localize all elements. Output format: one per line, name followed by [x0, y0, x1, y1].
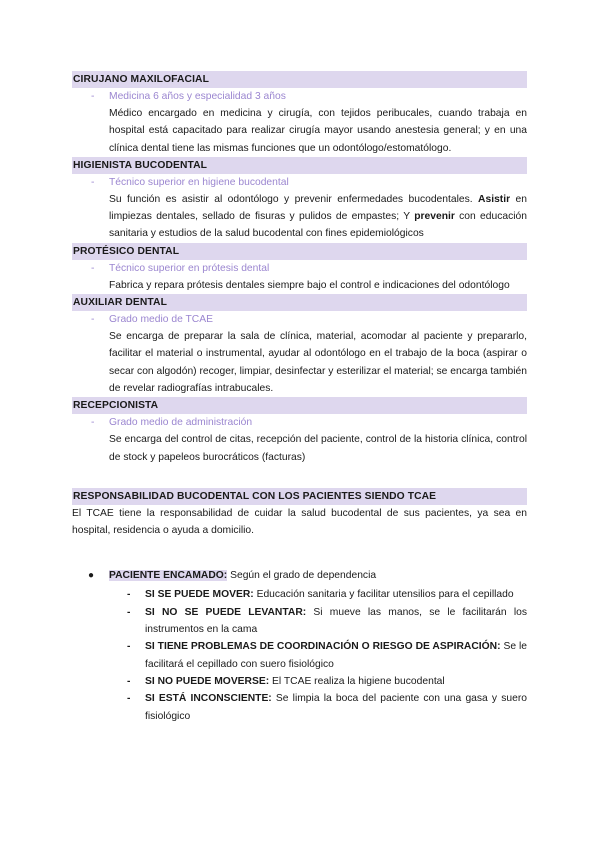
list-item: - SI ESTÁ INCONSCIENTE: Se limpia la boca del paciente con una gasa y suero fisiológico: [72, 690, 527, 725]
spacer: [72, 466, 527, 488]
section-subtitle: - Técnico superior en prótesis dental: [72, 260, 527, 277]
bold-term: Asistir: [478, 193, 511, 205]
section-recepcionista: [72, 397, 527, 466]
section-description: Su función es asistir al odontólogo y prevenir enfermedades bucodentales. Asistir en limpiezas dentales, sellado de fisuras y pulidos de empastes; Y prevenir con educación sanitaria y estudios de la salud bucodental con fines epidemiológicos: [109, 193, 527, 240]
section-subtitle: - Grado medio de TCAE: [72, 311, 527, 328]
sub-list: [72, 586, 527, 724]
list-item: - SI TIENE PROBLEMAS DE COORDINACIÓN O RIESGO DE ASPIRACIÓN: Se le facilitará el cepillado con suero fisiológico: [72, 638, 527, 673]
section-heading: CIRUJANO MAXILOFACIAL: [72, 71, 527, 88]
list-item: - SI NO SE PUEDE LEVANTAR: Si mueve las manos, se le facilitarán los instrumentos en la cama: [72, 604, 527, 639]
section-heading: PROTÉSICO DENTAL: [72, 243, 527, 260]
section-description: Fabrica y repara prótesis dentales siempre bajo el control e indicaciones del odontólogo: [109, 279, 510, 291]
section-auxiliar: [72, 294, 527, 397]
responsibility-text: El TCAE tiene la responsabilidad de cuidar la salud bucodental de sus pacientes, ya sea en hospital, residencia o ayuda a domicilio.: [72, 507, 527, 537]
dash-bullet: -: [91, 262, 95, 274]
section-higienista: [72, 157, 527, 243]
dash-bullet: -: [127, 641, 131, 653]
dash-bullet: -: [127, 589, 131, 601]
dash-bullet: -: [91, 417, 95, 429]
section-protesico: [72, 243, 527, 294]
list-item: - SI NO PUEDE MOVERSE: El TCAE realiza la higiene bucodental: [72, 673, 527, 690]
section-description: Se encarga de preparar la sala de clínica, material, acomodar al paciente y prepararlo, facilitar el material o instrumental, ayudar al odontólogo en el trabajo de la boca (aspirar o secar con algodón) recoger, limpiar, desinfectar y esterilizar el material; se encarga también de revelar radiografías intrabucales.: [109, 331, 527, 394]
highlighted-label: PACIENTE ENCAMADO:: [109, 570, 228, 582]
list-item: - SI SE PUEDE MOVER: Educación sanitaria y facilitar utensilios para el cepillado: [72, 586, 527, 603]
bullet-paciente-encamado: ● PACIENTE ENCAMADO: Según el grado de dependencia: [72, 567, 527, 584]
section-heading: HIGIENISTA BUCODENTAL: [72, 157, 527, 174]
dash-bullet: -: [127, 693, 131, 705]
dash-bullet: -: [91, 314, 95, 326]
section-responsabilidad: [72, 488, 527, 725]
section-subtitle: - Técnico superior en higiene bucodental: [72, 174, 527, 191]
section-subtitle: - Grado medio de administración: [72, 414, 527, 431]
bold-term: prevenir: [414, 211, 455, 223]
dash-bullet: -: [127, 675, 131, 687]
section-heading: AUXILIAR DENTAL: [72, 294, 527, 311]
bullet-dot: ●: [88, 570, 95, 582]
section-subtitle: - Medicina 6 años y especialidad 3 años: [72, 88, 527, 105]
section-cirujano: [72, 71, 527, 157]
section-description: Se encarga del control de citas, recepción del paciente, control de la historia clínica, control de stock y papeleos burocráticos (facturas): [109, 434, 527, 463]
dash-bullet: -: [91, 91, 95, 102]
dash-bullet: -: [91, 176, 95, 188]
section-heading: RECEPCIONISTA: [72, 397, 527, 414]
document-content: [72, 71, 527, 725]
dash-bullet: -: [127, 606, 131, 618]
section-description: Médico encargado en medicina y cirugía, con tejidos peribucales, cuando trabaja en hospital está capacitado para realizar cirugía mayor usando anestesia general; y en una clínica dental tiene las mismas funciones que un odontólogo/estomatólogo.: [109, 108, 527, 154]
section-heading: RESPONSABILIDAD BUCODENTAL CON LOS PACIENTES SIENDO TCAE: [72, 488, 527, 505]
